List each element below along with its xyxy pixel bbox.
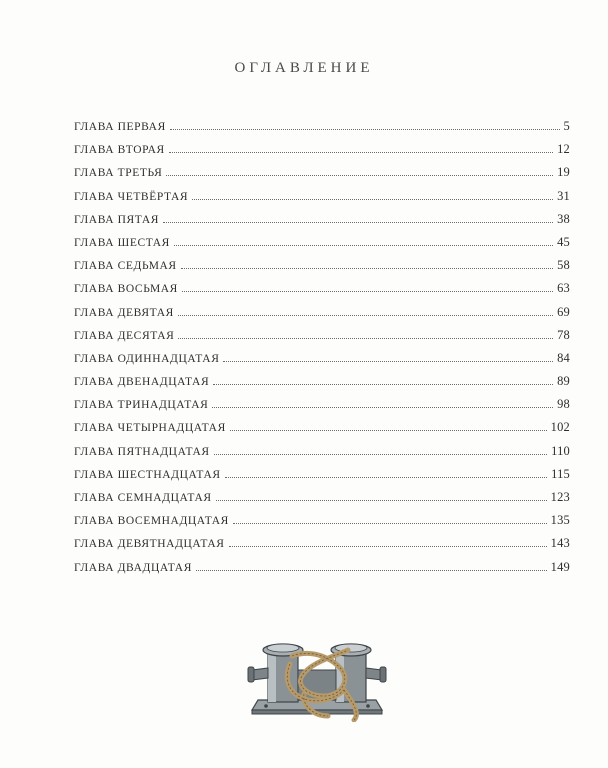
- toc-entry-page: 102: [550, 420, 570, 435]
- toc-entry[interactable]: [74, 397, 570, 420]
- toc-entry-label: ГЛАВА ПЕРВАЯ: [74, 121, 166, 133]
- toc-dot-leader: [166, 174, 553, 176]
- toc-entry[interactable]: [74, 305, 570, 328]
- toc-dot-leader: [178, 337, 553, 339]
- toc-dot-leader: [233, 522, 547, 524]
- toc-entry-page: 69: [557, 304, 570, 319]
- toc-entry-page: 58: [557, 258, 570, 273]
- toc-entry[interactable]: [74, 328, 570, 351]
- toc-dot-leader: [181, 267, 553, 269]
- toc-entry[interactable]: [74, 258, 570, 281]
- toc-dot-leader: [213, 383, 553, 385]
- toc-entry[interactable]: [74, 374, 570, 397]
- toc-entry-page: 110: [551, 443, 570, 458]
- toc-dot-leader: [223, 360, 553, 362]
- toc-entry[interactable]: [74, 351, 570, 374]
- toc-entry-label: ГЛАВА ДВАДЦАТАЯ: [74, 561, 192, 574]
- toc-entry-page: 115: [551, 466, 570, 481]
- toc-entry[interactable]: [74, 235, 570, 258]
- toc-dot-leader: [170, 128, 560, 130]
- toc-entry-page: 98: [557, 397, 570, 412]
- toc-entry-page: 5: [563, 119, 570, 133]
- toc-entry-label: ГЛАВА ЧЕТЫРНАДЦАТАЯ: [74, 422, 226, 435]
- toc-entry-label: ГЛАВА ДЕСЯТАЯ: [74, 329, 175, 342]
- toc-entry[interactable]: [74, 281, 570, 304]
- toc-dot-leader: [182, 290, 553, 292]
- mooring-bollard-with-rope-icon: [244, 630, 389, 722]
- toc-entry-page: 123: [550, 490, 570, 504]
- toc-heading: ОГЛАВЛЕНИЕ: [234, 60, 374, 76]
- toc-entry-label: ГЛАВА ШЕСТАЯ: [74, 236, 170, 249]
- toc-entry[interactable]: [74, 467, 570, 490]
- toc-entry[interactable]: [74, 560, 570, 583]
- toc-entry-page: 143: [550, 536, 570, 551]
- toc-entry-label: ГЛАВА ТРИНАДЦАТАЯ: [74, 399, 209, 412]
- toc-dot-leader: [163, 221, 553, 223]
- toc-dot-leader: [174, 244, 553, 246]
- toc-entry-label: ГЛАВА ВОСЬМАЯ: [74, 283, 178, 296]
- toc-entry-page: 12: [557, 142, 570, 157]
- toc-entry-page: 38: [557, 211, 570, 226]
- toc-entry-label: ГЛАВА ЧЕТВЁРТАЯ: [74, 190, 189, 203]
- toc-entry[interactable]: [74, 513, 570, 536]
- toc-dot-leader: [169, 151, 553, 153]
- toc-entry-page: 31: [557, 188, 570, 203]
- toc-entry-page: 89: [557, 374, 570, 389]
- toc-entry-label: ГЛАВА ШЕСТНАДЦАТАЯ: [74, 468, 221, 481]
- toc-dot-leader: [230, 429, 547, 431]
- toc-entry-label: ГЛАВА СЕДЬМАЯ: [74, 260, 177, 273]
- toc-entry[interactable]: [74, 119, 570, 142]
- toc-list: [74, 119, 570, 583]
- toc-dot-leader: [196, 569, 547, 571]
- toc-entry-label: ГЛАВА ДЕВЯТНАДЦАТАЯ: [74, 538, 225, 551]
- toc-entry[interactable]: [74, 444, 570, 467]
- toc-entry-label: ГЛАВА ПЯТНАДЦАТАЯ: [74, 445, 210, 458]
- toc-entry-page: 135: [550, 513, 570, 528]
- toc-entry[interactable]: [74, 490, 570, 513]
- toc-entry[interactable]: [74, 189, 570, 212]
- toc-entry-page: 63: [557, 281, 570, 296]
- toc-dot-leader: [192, 198, 553, 200]
- toc-dot-leader: [212, 406, 553, 408]
- toc-entry-label: ГЛАВА ПЯТАЯ: [74, 213, 160, 226]
- toc-entry-page: 78: [557, 327, 570, 342]
- toc-dot-leader: [216, 499, 547, 501]
- toc-entry-label: ГЛАВА ДВЕНАДЦАТАЯ: [74, 376, 210, 389]
- toc-dot-leader: [229, 545, 547, 547]
- toc-entry-label: ГЛАВА СЕМНАДЦАТАЯ: [74, 492, 212, 504]
- toc-entry[interactable]: [74, 165, 570, 188]
- toc-entry-page: 84: [557, 350, 570, 365]
- toc-entry-label: ГЛАВА ВОСЕМНАДЦАТАЯ: [74, 515, 229, 528]
- toc-dot-leader: [178, 314, 553, 316]
- toc-entry-label: ГЛАВА ОДИННАДЦАТАЯ: [74, 352, 220, 365]
- toc-entry-page: 19: [557, 165, 570, 180]
- toc-entry-label: ГЛАВА ВТОРАЯ: [74, 144, 165, 157]
- toc-entry-page: 45: [557, 234, 570, 249]
- toc-entry-page: 149: [550, 559, 570, 574]
- toc-dot-leader: [225, 476, 547, 478]
- toc-dot-leader: [214, 453, 547, 455]
- toc-entry-label: ГЛАВА ТРЕТЬЯ: [74, 167, 163, 180]
- toc-entry[interactable]: [74, 142, 570, 165]
- toc-entry[interactable]: [74, 536, 570, 559]
- toc-entry-label: ГЛАВА ДЕВЯТАЯ: [74, 306, 174, 319]
- toc-entry[interactable]: [74, 212, 570, 235]
- toc-entry[interactable]: [74, 420, 570, 443]
